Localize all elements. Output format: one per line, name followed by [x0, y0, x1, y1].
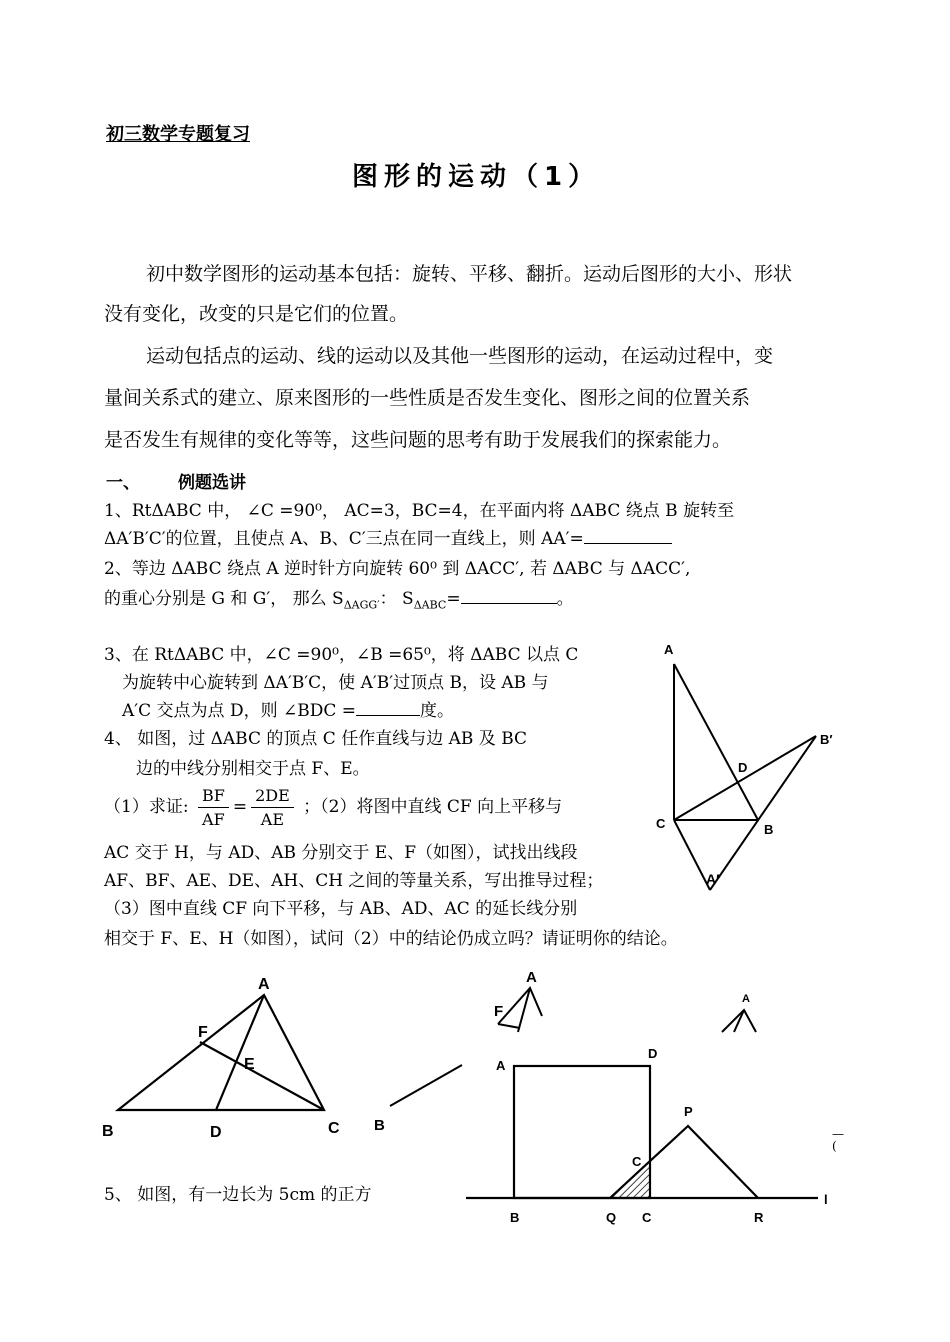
sq-label-a: A [496, 1058, 506, 1073]
q4-line2: 边的中线分别相交于点 F、E。 [136, 759, 370, 779]
q3-line1: 3、在 RtΔABC 中，∠C =90⁰，∠B =65⁰，将 ΔABC 以点 C [104, 645, 579, 665]
fraction-bf-af [198, 786, 229, 829]
q4-line6: （3）图中直线 CF 向下平移，与 AB、AD、AC 的延长线分别 [104, 899, 578, 919]
q4-eq: = [232, 797, 248, 817]
square-figure [462, 1036, 852, 1226]
intro-p2-line1: 运动包括点的运动、线的运动以及其他一些图形的运动，在运动过程中，变 [146, 345, 774, 367]
page-title: 图形的运动（1） [352, 162, 601, 192]
tri-label-a: A [258, 976, 270, 993]
q4-line5: AF、BF、AE、DE、AH、CH 之间的等量关系，写出推导过程； [104, 871, 604, 891]
q3-line3-end: 度。 [420, 701, 455, 721]
q2-sep: ： S [379, 589, 414, 609]
shaded-overlap [610, 1161, 650, 1198]
q2-period: 。 [556, 589, 574, 609]
q2-answer-blank[interactable] [461, 589, 557, 604]
q3-line2: 为旋转中心旋转到 ΔA′B′C，使 A′B′过顶点 B，设 AB 与 [122, 673, 549, 693]
q2-eq: = [446, 589, 461, 609]
rot-label-b-prime: B′ [820, 732, 833, 747]
frag-label-b1: B [374, 1117, 385, 1134]
intro-p1-line1: 初中数学图形的运动基本包括：旋转、平移、翻折。运动后图形的大小、形状 [146, 263, 793, 285]
intro-p2-line3: 是否发生有规律的变化等等，这些问题的思考有助于发展我们的探索能力。 [104, 429, 732, 451]
section-title: 例题选讲 [178, 473, 246, 493]
tri-label-f: F [198, 1024, 208, 1041]
sq-label-c-top: C [632, 1154, 642, 1169]
rot-label-a: A [664, 642, 674, 657]
frac1-num: BF [198, 786, 229, 808]
edge-mark: — ( [832, 1127, 844, 1153]
q1-answer-blank[interactable] [584, 529, 672, 544]
frag-label-f1: F [494, 1003, 504, 1020]
q2-sub1: ΔAGG′ [343, 598, 380, 612]
q3-line3-text: A′C 交点为点 D，则 ∠BDC = [122, 701, 357, 721]
frag-label-a2: A [742, 993, 750, 1005]
q2-line1: 2、等边 ΔABC 绕点 A 逆时针方向旋转 60⁰ 到 ΔACC′, 若 ΔABC 与 ΔACC′, [104, 559, 691, 579]
rot-label-b: B [764, 822, 774, 837]
q1-line2 [104, 524, 672, 549]
q4-line1: 4、 如图，过 ΔABC 的顶点 C 任作直线与边 AB 及 BC [104, 729, 528, 749]
frac2-num: 2DE [251, 786, 294, 808]
sq-label-c-bottom: C [642, 1210, 652, 1225]
q3-line3 [122, 696, 454, 721]
fraction-2de-ae [251, 786, 294, 829]
sq-label-r: R [754, 1210, 764, 1225]
intro-p2-line2: 量间关系式的建立、原来图形的一些性质是否发生变化、图形之间的位置关系 [104, 387, 751, 409]
tri-label-d: D [210, 1124, 222, 1141]
subject-heading: 初三数学专题复习 [106, 124, 250, 145]
q5-line1: 5、 如图，有一边长为 5cm 的正方 [104, 1185, 372, 1205]
q1-line2-text: ΔA′B′C′的位置，且使点 A、B、C′三点在同一直线上，则 AA′= [104, 529, 584, 549]
rot-label-d: D [738, 760, 748, 775]
sq-label-q: Q [606, 1210, 617, 1225]
frac2-den: AE [260, 810, 285, 829]
intro-p1-line2: 没有变化，改变的只是它们的位置。 [104, 303, 409, 325]
frac1-den: AF [202, 810, 225, 829]
tri-label-e: E [244, 1056, 255, 1073]
q4-line4: AC 交于 H，与 AD、AB 分别交于 E、F（如图），试找出线段 [104, 843, 578, 863]
q2-line2 [104, 584, 574, 611]
sq-label-b: B [510, 1210, 520, 1225]
section-number: 一、 [106, 473, 140, 493]
q4-line7: 相交于 F、E、H（如图），试问（2）中的结论仍成立吗？请证明你的结论。 [104, 929, 678, 949]
q4-line3 [104, 786, 562, 829]
q2-line2-text: 的重心分别是 G 和 G′， 那么 S [104, 589, 344, 609]
rot-label-c: C [656, 816, 666, 831]
q2-sub2: ΔABC [413, 598, 447, 612]
tri-label-c: C [328, 1120, 340, 1137]
triangle-figure [98, 975, 358, 1145]
rot-label-a-prime: A′ [706, 871, 720, 887]
q4-part1: （1）求证: [104, 797, 189, 817]
q1-line1: 1、RtΔABC 中， ∠C =90⁰， AC=3，BC=4，在平面内将 ΔABC 绕点 B 旋转至 [104, 501, 735, 521]
sq-label-p: P [684, 1104, 693, 1119]
sq-label-d: D [648, 1046, 658, 1061]
frag-label-a1: A [526, 970, 537, 986]
q4-part2: ；（2）将图中直线 CF 向上平移与 [303, 797, 563, 817]
rotation-figure [640, 630, 860, 900]
q3-answer-blank[interactable] [356, 701, 420, 716]
sq-label-l: l [824, 1192, 828, 1207]
tri-label-b: B [102, 1123, 114, 1140]
